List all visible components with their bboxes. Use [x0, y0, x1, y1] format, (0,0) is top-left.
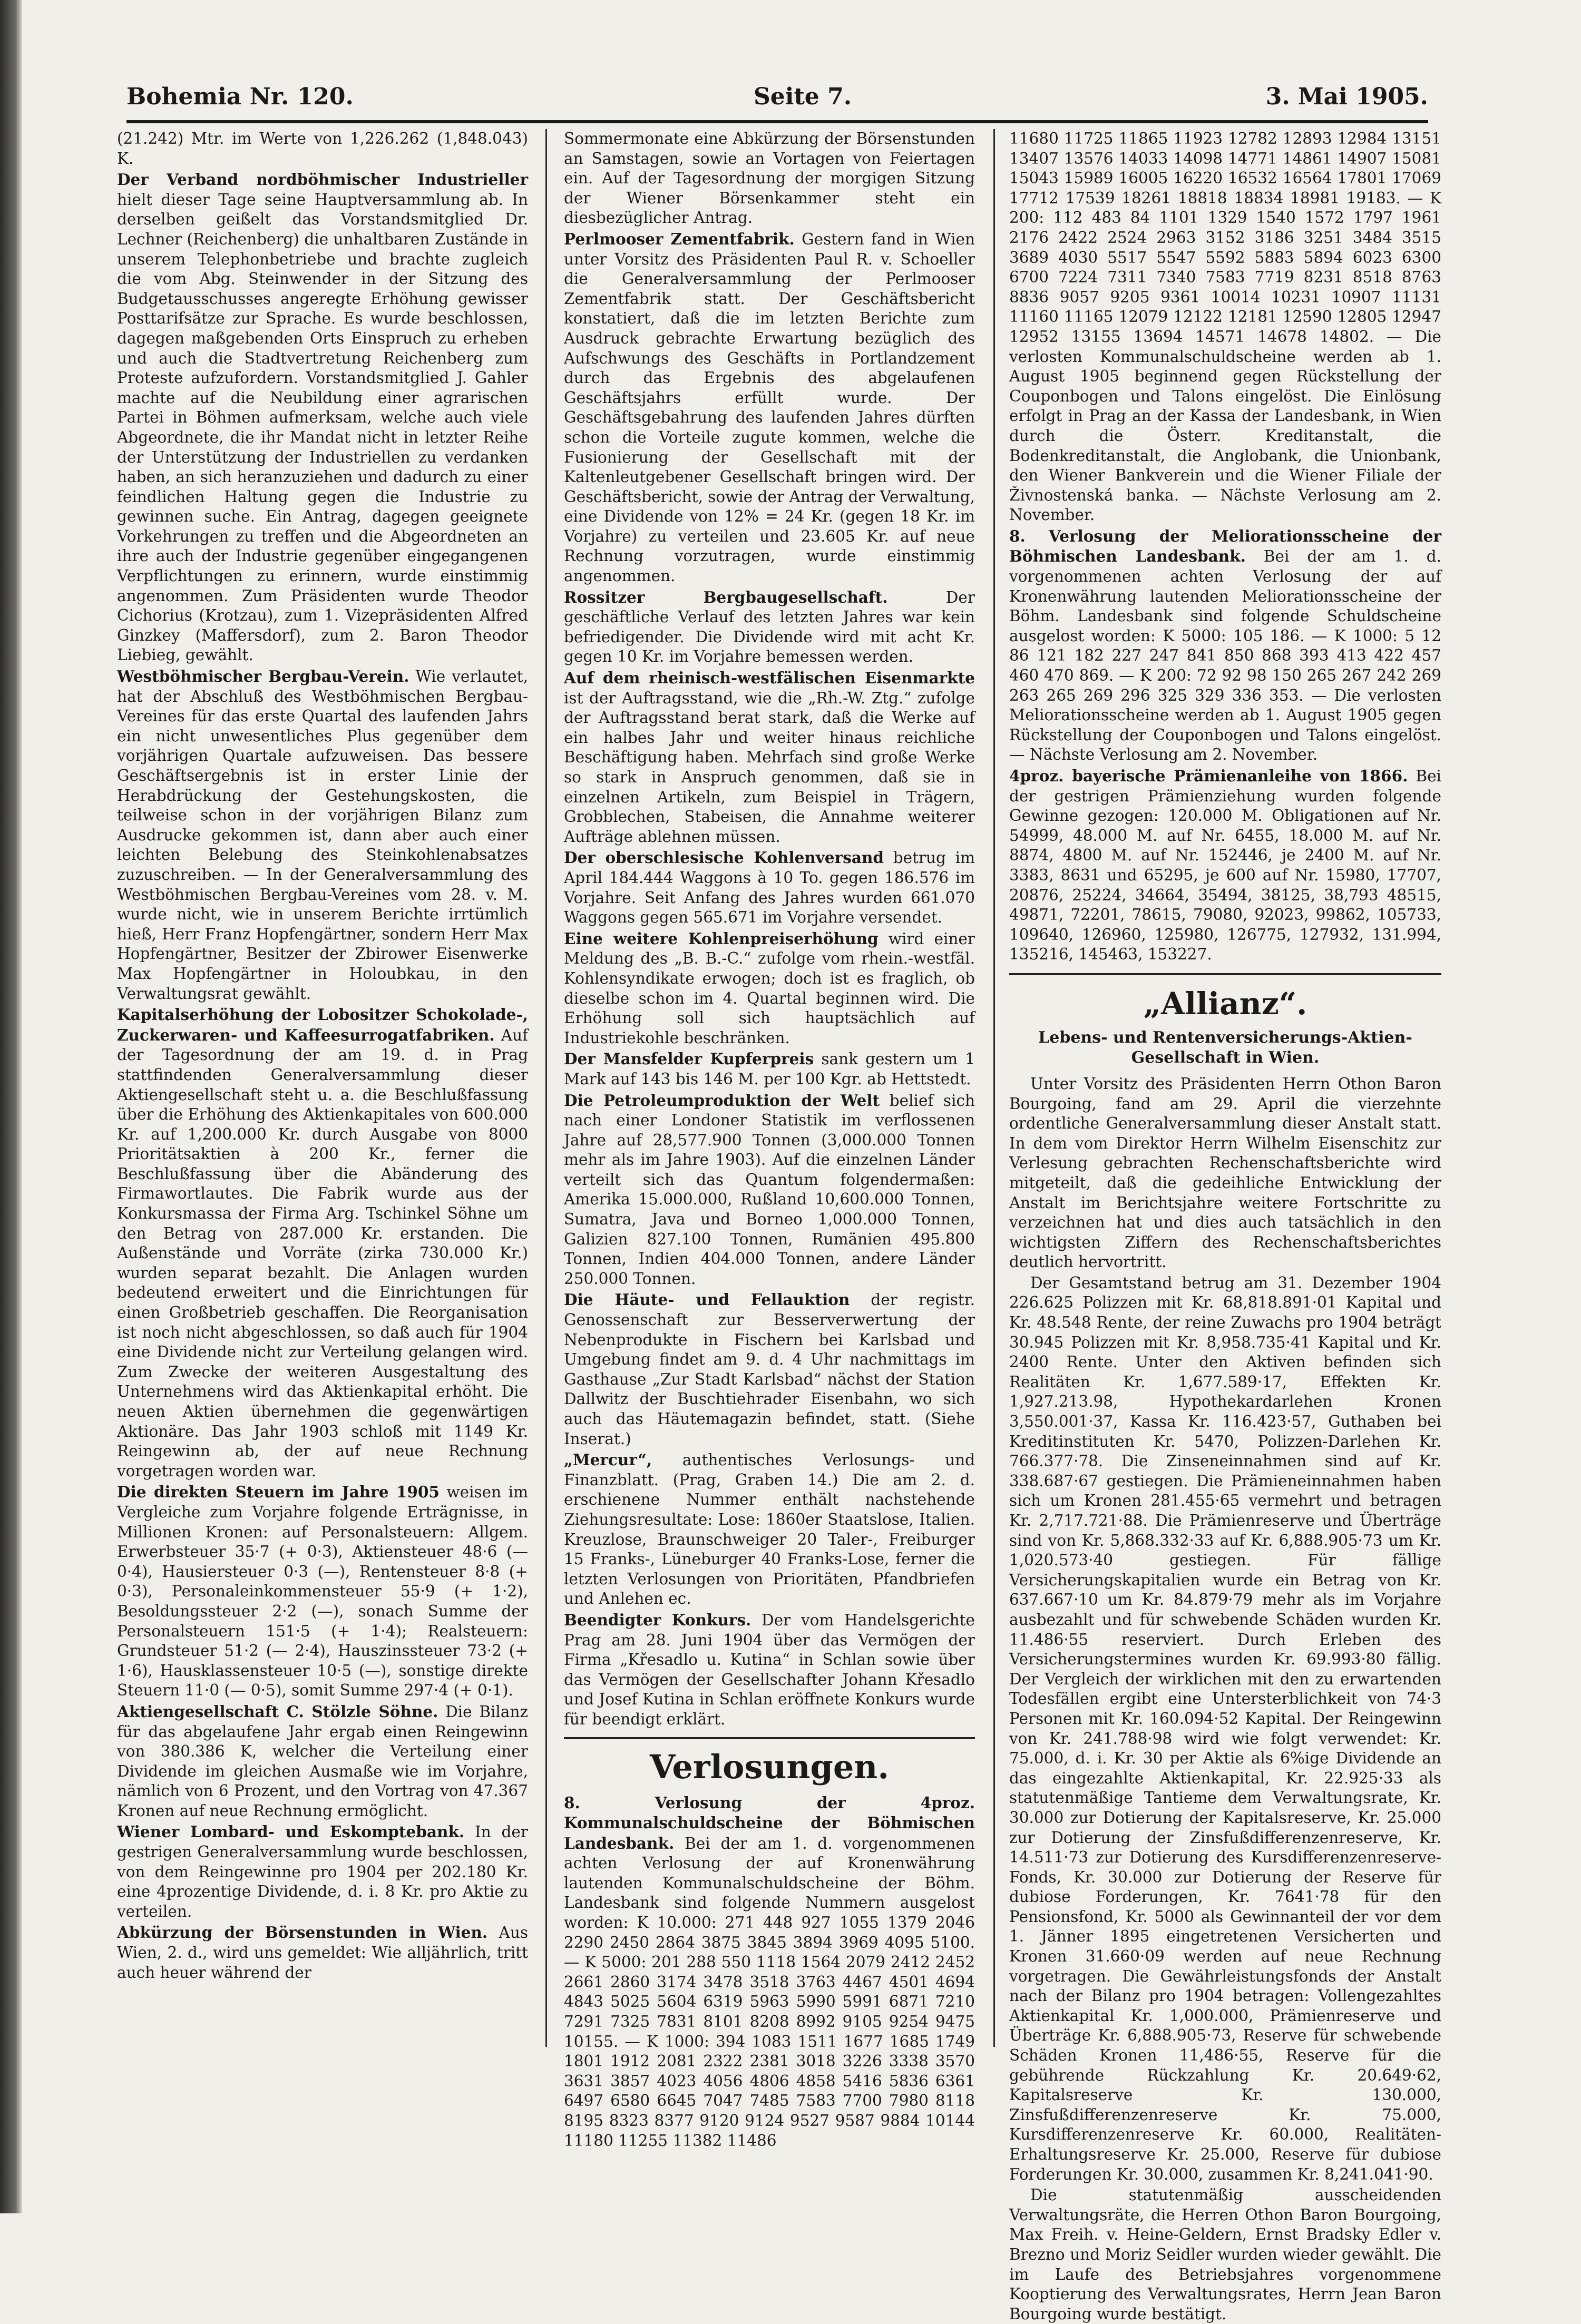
column-1: [117, 129, 528, 2047]
article: [117, 1923, 528, 1983]
article: [117, 1005, 528, 1481]
column-2: [564, 129, 975, 2150]
article-text: Gestern fand in Wien unter Vorsitz des Präsidenten Paul R. v. Schoeller die Generalversammlung der Perlmooser Zementfabrik statt. Der Geschäftsbericht konstatiert, daß die im letzten Berichte zum Ausdruck gebrachte Erwartung bezüglich des Aufschwungs des Geschäfts in Portlandzement durch das Ergebnis des abgelaufenen Geschäftsjahrs erfüllt wurde. Der Geschäftsgebahrung des laufenden Jahres dürften schon die Vorteile zugute kommen, welche die Fusionierung der Gesellschaft mit der Kaltenleutgebener Gesellschaft bringen wird. Der Geschäftsbericht, sowie der Antrag der Verwaltung, eine Dividende von 12% = 24 Kr. (gegen 18 Kr. im Vorjahre) zu verteilen und 23.605 Kr. auf neue Rechnung vorzutragen, wurde einstimmig angenommen.: [564, 230, 975, 585]
article-text: der registr. Genossenschaft zur Besserverwertung der Nebenprodukte in Fischern bei Karlsbad und Umgebung findet am 9. d. 4 Uhr nachmittags im Gasthause „Zur Stadt Karlsbad“ nächst der Station Dallwitz der Buschtiehrader Eisenbahn, wo sich auch das Häutemagazin befindet, statt. (Siehe Inserat.): [564, 1291, 975, 1448]
verlosung-headline: 8. Verlosung der 4proz. Kommunalschuldscheine der Böhmischen Landesbank.: [564, 1793, 975, 1852]
article: [1009, 526, 1441, 765]
article-text: (21.242) Mtr. im Werte von 1,226.262 (1,848.043) K.: [117, 130, 528, 168]
article-headline: 8. Verlosung der Meliorationsscheine der Böhmischen Landesbank.: [1009, 526, 1441, 566]
article-text: sank gestern um 1 Mark auf 143 bis 146 M. per 100 Kgr. ab Hettstedt.: [564, 1050, 975, 1088]
verlosung-article: [564, 1793, 975, 2151]
article-text: Bei der am 1. d. vorgenommenen achten Verlosung der auf Kronenwährung lautenden Meliorationsscheine der Böhm. Landesbank sind folgende Schuldscheine ausgelost worden: K 5000: 105 186. — K 1000: 5 12 86 121 182 227 247 841 850 868 393 413 422 457 460 470 869. — K 200: 72 92 98 150 265 267 242 269 263 265 269 296 325 329 336 353. — Die verlosten Meliorationsscheine werden ab 1. August 1905 gegen Rückstellung der Couponbogen und Talons eingelöst. — Nächste Verlosung am 2. November.: [1009, 547, 1441, 764]
article-text: Der geschäftliche Verlauf des letzten Jahres war kein befriedigender. Die Dividende wird mit acht Kr. gegen 10 Kr. im Vorjahre bemessen werden.: [564, 588, 975, 666]
article: [564, 587, 975, 667]
article: [117, 1822, 528, 1921]
article-headline: Die direkten Steuern im Jahre 1905: [117, 1483, 440, 1502]
article-text: Bei der gestrigen Prämienziehung wurden folgende Gewinne gezogen: 120.000 M. Obligationen auf Nr. 54999, 48.000 M. auf Nr. 6455, 18.000 M. auf Nr. 8874, 4800 M. auf Nr. 152446, je 2400 M. auf Nr. 3383, 8631 und 65295, je 600 auf Nr. 15980, 17707, 20876, 25224, 34664, 35494, 38125, 38,793 48515, 49871, 72201, 78615, 79080, 92023, 99862, 105733, 109640, 126960, 125980, 126775, 127932, 131.994, 135216, 145463, 153227.: [1009, 767, 1441, 964]
article-headline: Der oberschlesische Kohlenversand: [564, 848, 884, 867]
allianz-title: „Allianz“.: [1009, 973, 1441, 1025]
page-number: Seite 7.: [754, 83, 852, 110]
verlosungen-title: Verlosungen.: [564, 1737, 975, 1790]
article: [564, 1610, 975, 1730]
article: [117, 1702, 528, 1821]
article-headline: Der Mansfelder Kupferpreis: [564, 1050, 814, 1068]
allianz-paragraph: Unter Vorsitz des Präsidenten Herrn Othon Baron Bourgoing, fand am 29. April die vierzehnte ordentliche Generalversammlung dieser Anstalt statt. In dem vom Direktor Herrn Wilhelm Eisenschitz zur Verlesung gebrachten Rechenschaftsberichte wird mitgeteilt, daß die gedeihliche Entwicklung der Anstalt im Berichtsjahre weitere Fortschritte zu verzeichnen hat und dies auch tatsächlich in den wichtigsten Ziffern des Rechenschaftsberichtes deutlich hervortritt.: [1009, 1074, 1441, 1271]
economic-news: [564, 129, 975, 1730]
page-header: [126, 79, 1428, 123]
article: [1009, 129, 1441, 525]
article-text: Sommermonate eine Abkürzung der Börsenstunden an Samstagen, sowie an Vortagen von Feiertagen ein. Auf der Tagesordnung der morgigen Sitzung der Wiener Börsenkammer steht ein diesbezüglicher Antrag.: [564, 130, 975, 227]
article-headline: Perlmooser Zementfabrik.: [564, 229, 795, 248]
article-text: ist der Auftragsstand, wie die „Rh.-W. Ztg.“ zufolge der Auftragsstand berat stark, daß die Werke auf ein halbes Jahr und weiter hinaus reichliche Beschäftigung haben. Mehrfach sind große Werke so stark in Anspruch genommen, daß sie in einzelnen Artikeln, zum Beispiel in Trägern, Grobblechen, Stabeisen, die Annahme weiterer Aufträge ablehnen müssen.: [564, 689, 975, 846]
article: [564, 1049, 975, 1089]
allianz-report: [1009, 1074, 1441, 2324]
article-headline: Eine weitere Kohlenpreiserhöhung: [564, 929, 879, 948]
column-3: [1009, 129, 1441, 2323]
article-text: hielt dieser Tage seine Hauptversammlung ab. In derselben geißelt das Vorstandsmitglied Dr. Lechner (Reichenberg) die unhaltbaren Zustände in unserem Telephonbetriebe und brachte zugleich die vom Abg. Steinwender in der Sitzung des Budgetausschusses angeregte Erhöhung gewisser Posttarifsätze zur Sprache. Es wurde beschlossen, dagegen maßgebenden Orts Einspruch zu erheben und auch die Stadtvertretung Reichenberg zum Proteste aufzufordern. Vorstandsmitglied J. Gahler machte auf die Neubildung einer agrarischen Partei in Böhmen aufmerksam, welche auch viele Abgeordnete, die ihr Mandat nicht in letzter Reihe der Unterstützung der Industriellen zu verdanken haben, an sich heranzuziehen und dadurch zu einer feindlichen Haltung gegen die Industrie zu gewinnen suche. Ein Antrag, dagegen geeignete Vorkehrungen zu treffen und die Abgeordneten an ihre auch der Industrie gegenüber eingegangenen Verpflichtungen zu erinnern, wurde einstimmig angenommen. Zum Präsidenten wurde Theodor Cichorius (Krotzau), zum 1. Vizepräsidenten Alfred Ginzkey (Maffersdorf), zum 2. Baron Theodor Liebieg, gewählt.: [117, 190, 528, 664]
article: [117, 170, 528, 665]
article: [564, 848, 975, 927]
column-rule: [545, 129, 547, 2047]
article: [564, 668, 975, 847]
article-text: In der gestrigen Generalversammlung wurde beschlossen, von dem Reingewinne pro 1904 per 202.180 Kr. eine 4prozentige Dividende, d. i. 8 Kr. pro Aktie zu verteilen.: [117, 1823, 528, 1920]
article-headline: Abkürzung der Börsenstunden in Wien.: [117, 1923, 488, 1942]
article-headline: Kapitalserhöhung der Lobositzer Schokolade-, Zuckerwaren- und Kaffeesurrogatfabriken.: [117, 1005, 528, 1044]
article-headline: Aktiengesellschaft C. Stölzle Söhne.: [117, 1702, 438, 1721]
article-text: 11680 11725 11865 11923 12782 12893 12984 13151 13407 13576 14033 14098 14771 14861 14907 15081 15043 15989 16005 16220 16532 16564 17801 17069 17712 17539 18261 18818 18834 18981 19183. — K 200: 112 483 84 1101 1329 1540 1572 1797 1961 2176 2422 2524 2963 3152 3186 3251 3484 3515 3689 4030 5517 5547 5592 5883 5894 6023 6300 6700 7224 7311 7340 7583 7719 8231 8518 8763 8836 9057 9205 9361 10014 10231 10907 11131 11160 11165 12079 12122 12181 12590 12805 12947 12952 13155 13694 14571 14678 14802. — Die verlosten Kommunalschuldscheine werden ab 1. August 1905 beginnend gegen Rückstellung der Couponbogen und Talons eingelöst. Die Einlösung erfolgt in Prag an der Kassa der Landesbank, in Wien durch die Österr. Kreditanstalt, die Bodenkreditanstalt, die Anglobank, die Unionbank, den Wiener Bankverein und die Wiener Filiale der Živnostenská banka. — Nächste Verlosung am 2. November.: [1009, 130, 1441, 524]
article: [117, 1482, 528, 1701]
article-headline: Beendigter Konkurs.: [564, 1610, 752, 1629]
article-headline: Auf dem rheinisch-westfälischen Eisenmarkte: [564, 669, 975, 688]
article: [564, 1450, 975, 1609]
verlosung-text: Bei der am 1. d. vorgenommenen achten Verlosung der auf Kronenwährung lautenden Kommunalschuldscheine der Böhm. Landesbank sind folgende Nummern ausgelost worden: K 10.000: 271 448 927 1055 1379 2046 2290 2450 2864 3875 3845 3894 3969 4095 5100. — K 5000: 201 288 550 1118 1564 2079 2412 2452 2661 2860 3174 3478 3518 3763 4467 4501 4694 4843 5025 5604 6319 5963 5990 5991 6871 7210 7291 7325 7831 8101 8208 8992 9105 9254 9475 10155. — K 1000: 394 1083 1511 1677 1685 1749 1801 1912 2081 2322 2381 3018 3226 3338 3570 3631 3857 4023 4056 4806 4858 5416 5836 6361 6497 6580 6645 7047 7485 7583 7700 7980 8118 8195 8323 8377 9120 9124 9527 9587 9884 10144 11180 11255 11382 11486: [564, 1834, 975, 2150]
newspaper-issue: Bohemia Nr. 120.: [126, 83, 354, 110]
article-text: Auf der Tagesordnung der am 19. d. in Prag stattfindenden Generalversammlung dieser Aktiengesellschaft steht u. a. die Beschlußfassung über die Erhöhung des Aktienkapitales von 600.000 Kr. auf 1,200.000 Kr. durch Ausgabe von 8000 Prioritätsaktien à 200 Kr., ferner die Beschlußfassung über die Abänderung des Firmawortlautes. Die Fabrik wurde aus der Konkursmassa der Firma Arg. Tschinkel Söhne um den Betrag von 287.000 Kr. erstanden. Die Außenstände und Vorräte (zirka 730.000 Kr.) wurden separat bezahlt. Die Anlagen wurden bedeutend erweitert und die Einrichtungen für einen Großbetrieb geschaffen. Die Reorganisation ist noch nicht abgeschlossen, so daß auch für 1904 eine Dividende nicht zur Verteilung gelangen wird. Zum Zwecke der weiteren Ausgestaltung des Unternehmens wird das Aktienkapital erhöht. Die neuen Aktien übernehmen die gegenwärtigen Aktionäre. Das Jahr 1903 schloß mit 1149 Kr. Reingewinn ab, der auf neue Rechnung vorgetragen worden war.: [117, 1026, 528, 1480]
article-text: betrug im April 184.444 Waggons à 10 To. gegen 186.576 im Vorjahre. Seit Anfang des Jahres wurden 661.070 Waggons gegen 565.671 im Vorjahre versendet.: [564, 849, 975, 927]
article: [564, 929, 975, 1048]
article: [564, 129, 975, 228]
article-text: Der vom Handelsgerichte Prag am 28. Juni 1904 über das Vermögen der Firma „Křesadlo u. Kutina“ in Schlan sowie über das Vermögen der Gesellschafter Johann Křesadlo und Josef Kutina in Schlan eröffnete Konkurs wurde für beendigt erklärt.: [564, 1611, 975, 1728]
article-headline: Wiener Lombard- und Eskomptebank.: [117, 1822, 465, 1841]
article-text: authentisches Verlosungs- und Finanzblatt. (Prag, Graben 14.) Die am 2. d. erschienene Nummer enthält nachstehende Ziehungsresultate: Lose: 1860er Staatslose, Italien. Kreuzlose, Braunschweiger 20 Taler-, Freiburger 15 Franks-, Lüneburger 40 Franks-Lose, ferner die letzten Verlosungen von Prioritäten, Pfandbriefen und Anlehen ec.: [564, 1451, 975, 1608]
allianz-paragraph: Die statutenmäßig ausscheidenden Verwaltungsräte, die Herren Othon Baron Bourgoing, Max Freih. v. Heine-Geldern, Ernst Bradsky Edler v. Brezno und Moriz Seidler wurden wieder gewählt. Die im Laufe des Betriebsjahres vorgenommene Kooptierung des Verwaltungsrates, Herrn Jean Baron Bourgoing wurde bestätigt.: [1009, 2186, 1441, 2323]
article-headline: „Mercur“,: [564, 1450, 652, 1469]
article-text: Wie verlautet, hat der Abschluß des Westböhmischen Bergbau-Vereines für das erste Quartal des laufenden Jahrs ein nicht unwesentliches Plus gegenüber dem vorjährigen Quartale aufzuweisen. Das bessere Geschäftsergebnis ist in erster Linie der Herabdrückung der Gestehungskosten, die teilweise schon in der vorjährigen Bilanz zum Ausdrucke gekommen ist, dann aber auch einer leichten Belebung des Steinkohlenabsatzes zuzuschreiben. — In der Generalversammlung des Westböhmischen Bergbau-Vereines vom 28. v. M. wurde nicht, wie in unserem Berichte irrtümlich hieß, Herr Franz Hopfengärtner, sondern Herr Max Hopfengärtner, Besitzer der Zbirower Eisenwerke Max Hopfengärtner in Holoubkau, in den Verwaltungsrat gewählt.: [117, 668, 528, 1003]
issue-date: 3. Mai 1905.: [1265, 83, 1428, 110]
article-text: belief sich nach einer Londoner Statistik im verflossenen Jahre auf 28,577.900 Tonnen (3,000.000 Tonnen mehr als im Jahre 1903). Auf die einzelnen Länder verteilt sich das Quantum folgendermaßen: Amerika 15.000.000, Rußland 10,600.000 Tonnen, Sumatra, Java und Borneo 1,000.000 Tonnen, Galizien 827.100 Tonnen, Rumänien 495.800 Tonnen, Indien 404.000 Tonnen, andere Länder 250.000 Tonnen.: [564, 1091, 975, 1288]
allianz-paragraph: Der Gesamtstand betrug am 31. Dezember 1904 226.625 Polizzen mit Kr. 68,818.891·01 Kapital und Kr. 48.548 Rente, der reine Zuwachs pro 1904 beträgt 30.945 Polizzen mit Kr. 8,958.735·41 Kapital und Kr. 2400 Rente. Unter den Aktiven befinden sich Realitäten Kr. 1,677.589·17, Effekten Kr. 1,927.213.98, Hypothekardarlehen Kronen 3,550.001·37, Kassa Kr. 116.423·57, Guthaben bei Kreditinstituten Kr. 5470, Polizzen-Darlehen Kr. 766.377·78. Die Zinseneinnahmen sind auf Kr. 338.687·67 gestiegen. Die Prämieneinnahmen haben sich um Kronen 281.455·65 vermehrt und betragen Kr. 2,717.721·88. Die Prämienreserve und Überträge sind von Kr. 5,868.332·33 auf Kr. 6,888.905·73 um Kr. 1,020.573·40 gestiegen. Für fällige Versicherungskapitalien wurde ein Betrag von Kr. 637.667·10 um Kr. 84.879·79 mehr als im Vorjahre ausbezahlt und für schwebende Schäden wurden Kr. 11.486·55 reserviert. Durch Erleben des Versicherungstermines wurden Kr. 69.993·80 fällig. Der Vergleich der wirklichen mit den zu erwartenden Todesfällen ergibt eine Untersterblichkeit von 74·3 Personen mit Kr. 160.094·52 Kapital. Der Reingewinn von Kr. 241.788·98 wird wie folgt verwendet: Kr. 75.000, d. i. Kr. 30 per Aktie als 6%ige Dividende an das eingezahlte Aktienkapital, Kr. 22.925·33 als statutenmäßige Tantieme dem Verwaltungsrate, Kr. 30.000 zur Dotierung der Kapitalsreserve, Kr. 25.000 zur Dotierung der Zinsfußdifferenzenreserve, Kr. 14.511·73 zur Dotierung des Kursdifferenzenreserve-Fonds, Kr. 30.000 zur Dotierung der Reserve für dubiose Forderungen, Kr. 7641·78 für den Pensionsfond, Kr. 5000 als Gewinnanteil der vor dem 1. Jänner 1895 eingetretenen Versicherten und Kronen 31.660·09 werden auf neue Rechnung vorgetragen. Die Gewährleistungsfonds der Anstalt nach der Bilanz pro 1904 betragen: Vollengezahltes Aktienkapital Kr. 1,000.000, Prämienreserve und Überträge Kr. 6,888.905·73, Reserve für schwebende Schäden Kronen 11,486·55, Reserve für die gebührende Rückzahlung Kr. 20.649·62, Kapitalsreserve Kr. 130.000, Zinsfußdifferenzenreserve Kr. 75.000, Kursdifferenzenreserve Kr. 60.000, Realitäten-Erhaltungsreserve Kr. 25.000, Reserve für dubiose Forderungen Kr. 30.000, zusammen Kr. 8,241.041·90.: [1009, 1273, 1441, 2183]
article: [117, 666, 528, 1004]
article-text: weisen im Vergleiche zum Vorjahre folgende Erträgnisse, in Millionen Kronen: auf Personalsteuern: Allgem. Erwerbsteuer 35·7 (+ 0·3), Aktiensteuer 48·6 (— 0·4), Hausiersteuer 0·3 (—), Rentensteuer 8·8 (+ 0·3), Personaleinkommensteuer 55·9 (+ 1·2), Besoldungssteuer 2·2 (—), sonach Summe der Personalsteuern 151·5 (+ 1·4); Realsteuern: Grundsteuer 51·2 (— 2·4), Hauszinssteuer 73·2 (+ 1·6), Hausklassensteuer 10·5 (—), sonstige direkte Steuern 11·0 (— 0·5), somit Summe 297·4 (+ 0·1).: [117, 1483, 528, 1700]
page-binding-edge: [0, 0, 22, 2213]
article-text: Die Bilanz für das abgelaufene Jahr ergab einen Reingewinn von 380.386 K, welcher die Verteilung einer Dividende im gleichen Ausmaße wie im Vorjahre, nämlich von 6 Prozent, und den Vortrag von 47.367 Kronen auf neue Rechnung ermöglicht.: [117, 1702, 528, 1820]
article-headline: 4proz. bayerische Prämienanleihe von 1866.: [1009, 767, 1408, 785]
article: [564, 1091, 975, 1289]
article-headline: Westböhmischer Bergbau-Verein.: [117, 667, 409, 686]
article-headline: Die Petroleumproduktion der Welt: [564, 1091, 880, 1110]
column-rule: [993, 129, 995, 2047]
article: [564, 229, 975, 586]
article-text: Aus Wien, 2. d., wird uns gemeldet: Wie alljährlich, tritt auch heuer während der: [117, 1924, 528, 1982]
allianz-subtitle: Lebens- und Rentenversicherungs-Aktien-Gesellschaft in Wien.: [1038, 1028, 1412, 1067]
lottery-results: [1009, 129, 1441, 965]
article: [1009, 766, 1441, 965]
article-headline: Rossitzer Bergbaugesellschaft.: [564, 587, 888, 606]
article: [564, 1290, 975, 1449]
article-text: wird einer Meldung des „B. B.-C.“ zufolge vom rhein.-westfäl. Kohlensyndikate erwogen; doch ist es fraglich, ob dieselbe schon im 4. Quartal beginnen wird. Die Erhöhung soll sich hauptsächlich auf Industriekohle beschränken.: [564, 929, 975, 1047]
article-headline: Der Verband nordböhmischer Industrieller: [117, 170, 528, 189]
article-headline: Die Häute- und Fellauktion: [564, 1290, 850, 1309]
article: [117, 129, 528, 169]
